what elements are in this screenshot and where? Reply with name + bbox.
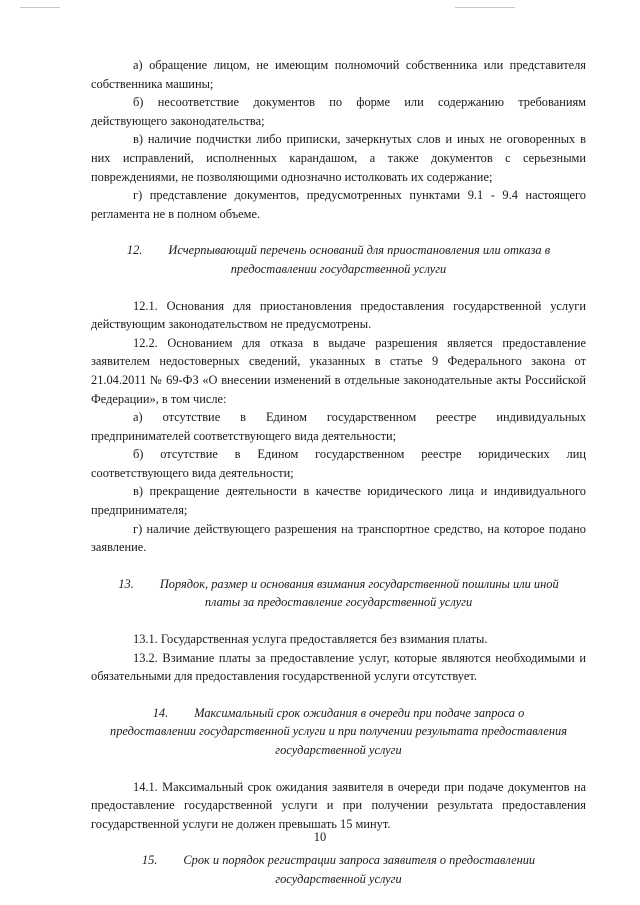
section-heading-15: [91, 851, 586, 888]
list-item: г) наличие действующего разрешения на транспортное средство, на которое подано заявление.: [91, 521, 586, 555]
section-heading-13: [91, 575, 586, 612]
section-title: Максимальный срок ожидания в очереди при подаче запроса о предоставлении государственной услуги и при получении результата предоставления государственной услуги: [110, 705, 567, 757]
paragraph: 13.1. Государственная услуга предоставляется без взимания платы.: [133, 632, 488, 647]
list-item: б) отсутствие в Едином государственном реестре юридических лиц соответствующего вида деятельности;: [91, 447, 586, 480]
section-title: Порядок, размер и основания взимания государственной пошлины или иной платы за предоставление государственной услуги: [159, 576, 559, 610]
list-item: в) прекращение деятельности в качестве юридического лица и индивидуального предпринимателя;: [91, 484, 586, 518]
section-heading-14: [91, 704, 586, 760]
section-number: 15.: [141, 853, 158, 868]
section-number: 12.: [126, 243, 143, 258]
paragraph: 13.2. Взимание платы за предоставление услуг, которые являются необходимыми и обязательными для предоставления государственной услуги отсутствует.: [91, 650, 586, 684]
section-number: 13.: [118, 576, 134, 591]
list-item: в) наличие подчистки либо приписки, зачеркнутых слов и иных не оговоренных в них исправлений, исполненных карандашом, а также документов с серьезными повреждениями, не позволяющими однозначно истолковать их содержание;: [91, 132, 586, 184]
paragraph: 12.1. Основания для приостановления предоставления государственной услуги действующим законодательством не предусмотрены.: [91, 298, 586, 332]
list-item: а) отсутствие в Едином государственном реестре индивидуальных предпринимателей соответствующего вида деятельности;: [91, 410, 586, 443]
list-item: а) обращение лицом, не имеющим полномочий собственника или представителя собственника машины;: [91, 58, 586, 91]
section-title: Срок и порядок регистрации запроса заявителя о предоставлении государственной услуги: [183, 853, 536, 886]
list-item: г) представление документов, предусмотренных пунктами 9.1 - 9.4 настоящего регламента не в полном объеме.: [91, 188, 586, 221]
section-title: Исчерпывающий перечень оснований для приостановления или отказа в предоставлении государственной услуги: [168, 243, 551, 276]
list-item: б) несоответствие документов по форме или содержанию требованиям действующего законодательства;: [91, 95, 586, 128]
page-number: 10: [313, 830, 327, 844]
scan-edge-line: [455, 7, 515, 8]
document-body: [91, 56, 586, 889]
paragraph: 14.1. Максимальный срок ожидания заявителя в очереди при подаче документов на предоставление государственной услуги и при получении результата предоставления государственной услуги не должен превышать 15 минут.: [91, 779, 586, 831]
section-number: 14.: [152, 705, 169, 720]
section-heading-12: [91, 241, 586, 278]
paragraph: 12.2. Основанием для отказа в выдаче разрешения является предоставление заявителем недостоверных сведений, указанных в статье 9 Федерального закона от 21.04.2011 № 69-ФЗ «О внесении изменений в отдельные законодательные акты Российской Федерации», в том числе:: [91, 335, 586, 406]
scan-edge-line: [20, 7, 60, 8]
